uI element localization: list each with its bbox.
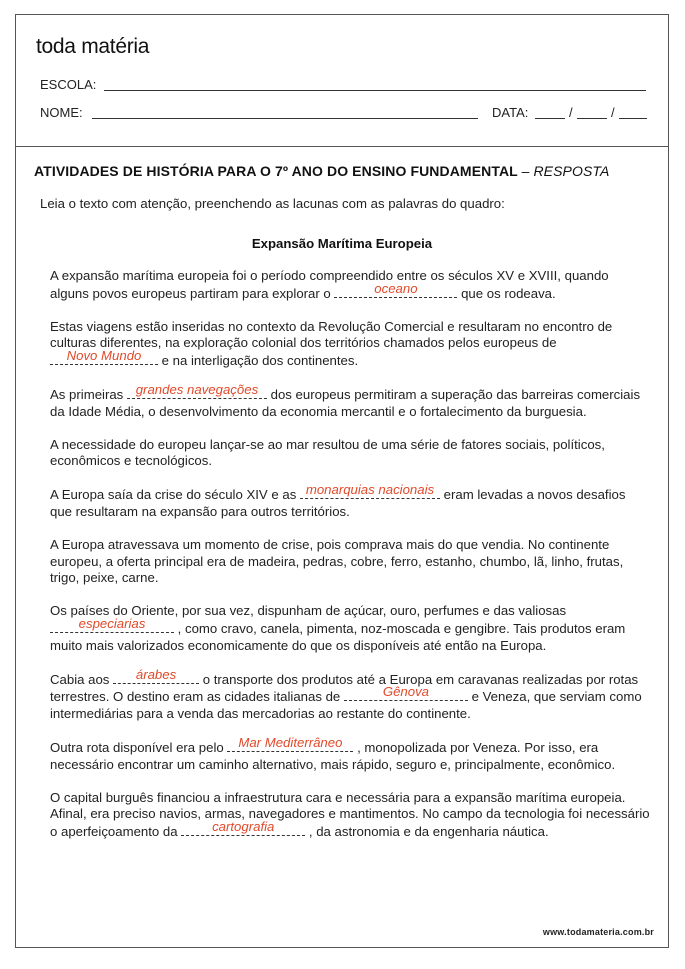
paragraph-text: A Europa atravessava um momento de crise, pois comprava mais do que vendia. No continente europeu, a oferta principal era de madeira, pedras, cobre, ferro, estanho, chumbo, lã, linho, frutas, trigo, peixe, carne. xyxy=(50,536,624,586)
paragraph-text: dos europeus permitiram a superação das barreiras comerciais da Idade Média, o desenvolvimento da economia mercantil e o fortalecimento da burguesia. xyxy=(50,386,641,419)
date-day-field[interactable] xyxy=(535,118,565,119)
paragraph-10 xyxy=(50,790,650,841)
blank-field[interactable] xyxy=(300,482,440,499)
answer-text: Gênova xyxy=(382,684,430,700)
paragraph-text: e Veneza, que serviam como intermediárias para a venda das mercadorias ao restante do continente. xyxy=(50,689,642,722)
name-label: NOME: xyxy=(40,105,83,120)
paragraph-1 xyxy=(50,268,650,303)
date-year-field[interactable] xyxy=(619,118,647,119)
header-form xyxy=(16,15,668,147)
paragraph-4 xyxy=(50,437,650,471)
instruction-text: Leia o texto com atenção, preenchendo as lacunas com as palavras do quadro: xyxy=(40,196,505,211)
answer-text: Mar Mediterrâneo xyxy=(238,734,343,750)
blank-field[interactable] xyxy=(50,615,174,633)
title-dash: – xyxy=(521,163,530,179)
answer-text: oceano xyxy=(374,280,418,296)
footer-url: www.todamateria.com.br xyxy=(542,927,654,937)
answer-text: especiarias xyxy=(78,615,146,631)
answer-text: cartografia xyxy=(212,819,275,835)
paragraph-text: A necessidade do europeu lançar-se ao mar resultou de uma série de fatores sociais, políticos, econômicos e tecnológicos. xyxy=(50,436,605,469)
blank-field[interactable] xyxy=(344,684,468,701)
paragraph-text: A expansão marítima europeia foi o período compreendido entre os séculos XV e XVIII, quando alguns povos europeus partiram para explorar o xyxy=(50,268,609,301)
text-body xyxy=(50,268,650,857)
worksheet-sheet xyxy=(15,14,669,948)
answer-text: Novo Mundo xyxy=(66,348,142,364)
blank-field[interactable] xyxy=(227,734,353,752)
school-label: ESCOLA: xyxy=(40,77,97,92)
name-field[interactable] xyxy=(92,118,478,119)
answer-text: árabes xyxy=(135,666,177,682)
date-separator-1: / xyxy=(569,105,573,120)
paragraph-text: que os rodeava. xyxy=(457,285,556,301)
blank-field[interactable] xyxy=(181,819,305,836)
paragraph-text: As primeiras xyxy=(50,386,127,402)
paragraph-text: eram levadas a novos desafios que resultaram na expansão para outros territórios. xyxy=(50,487,626,519)
paragraph-text: Os países do Oriente, por sua vez, dispunham de açúcar, ouro, perfumes e das valiosas xyxy=(50,603,567,619)
answer-text: grandes navegações xyxy=(135,381,259,397)
paragraph-6 xyxy=(50,537,650,587)
title-main: ATIVIDADES DE HISTÓRIA PARA O 7º ANO DO ENSINO FUNDAMENTAL xyxy=(34,163,518,179)
blank-field[interactable] xyxy=(127,381,267,399)
title-answer: RESPOSTA xyxy=(533,163,610,179)
brand-logo: toda matéria xyxy=(36,35,150,58)
paragraph-text: Estas viagens estão inseridas no contexto da Revolução Comercial e resultaram no encontro de culturas diferentes, na exploração colonial dos territórios chamados pelos europeus de xyxy=(50,318,613,351)
worksheet-title xyxy=(34,163,609,179)
paragraph-text: Cabia aos xyxy=(50,671,114,687)
paragraph-text: O capital burguês financiou a infraestrutura cara e necessária para a expansão marítima europeia. Afinal, era preciso navios, armas, navegadores e mantimentos. No campo da tecnologia foi necessário o aperfeiçoamento da xyxy=(50,789,650,840)
paragraph-text: e na interligação dos continentes. xyxy=(158,353,359,369)
paragraph-3 xyxy=(50,381,650,421)
paragraph-text: A Europa saía da crise do século XIV e as xyxy=(50,487,300,503)
paragraph-9 xyxy=(50,734,650,774)
paragraph-7 xyxy=(50,603,650,654)
paragraph-2 xyxy=(50,319,650,370)
text-title: Expansão Marítima Europeia xyxy=(251,236,433,251)
date-month-field[interactable] xyxy=(577,118,607,119)
blank-field[interactable] xyxy=(113,666,199,684)
paragraph-text: , da astronomia e da engenharia náutica. xyxy=(305,824,549,840)
paragraph-text: , monopolizada por Veneza. Por isso, era necessário encontrar um caminho alternativo, mais rápido, seguro e, principalmente, econômico. xyxy=(50,739,616,772)
date-label: DATA: xyxy=(492,105,529,120)
blank-field[interactable] xyxy=(50,348,158,365)
school-field[interactable] xyxy=(104,90,646,91)
paragraph-8 xyxy=(50,666,650,723)
date-separator-2: / xyxy=(611,105,615,120)
paragraph-text: o transporte dos produtos até a Europa em caravanas realizadas por rotas terrestres. O destino eram as cidades italianas de xyxy=(50,671,639,705)
paragraph-text: , como cravo, canela, pimenta, noz-moscada e gengibre. Tais produtos eram muito mais valorizados economicamente do que os disponíveis até então na Europa. xyxy=(50,620,626,653)
paragraph-text: Outra rota disponível era pelo xyxy=(50,739,228,755)
paragraph-5 xyxy=(50,482,650,521)
answer-text: monarquias nacionais xyxy=(305,482,435,498)
blank-field[interactable] xyxy=(334,280,457,298)
